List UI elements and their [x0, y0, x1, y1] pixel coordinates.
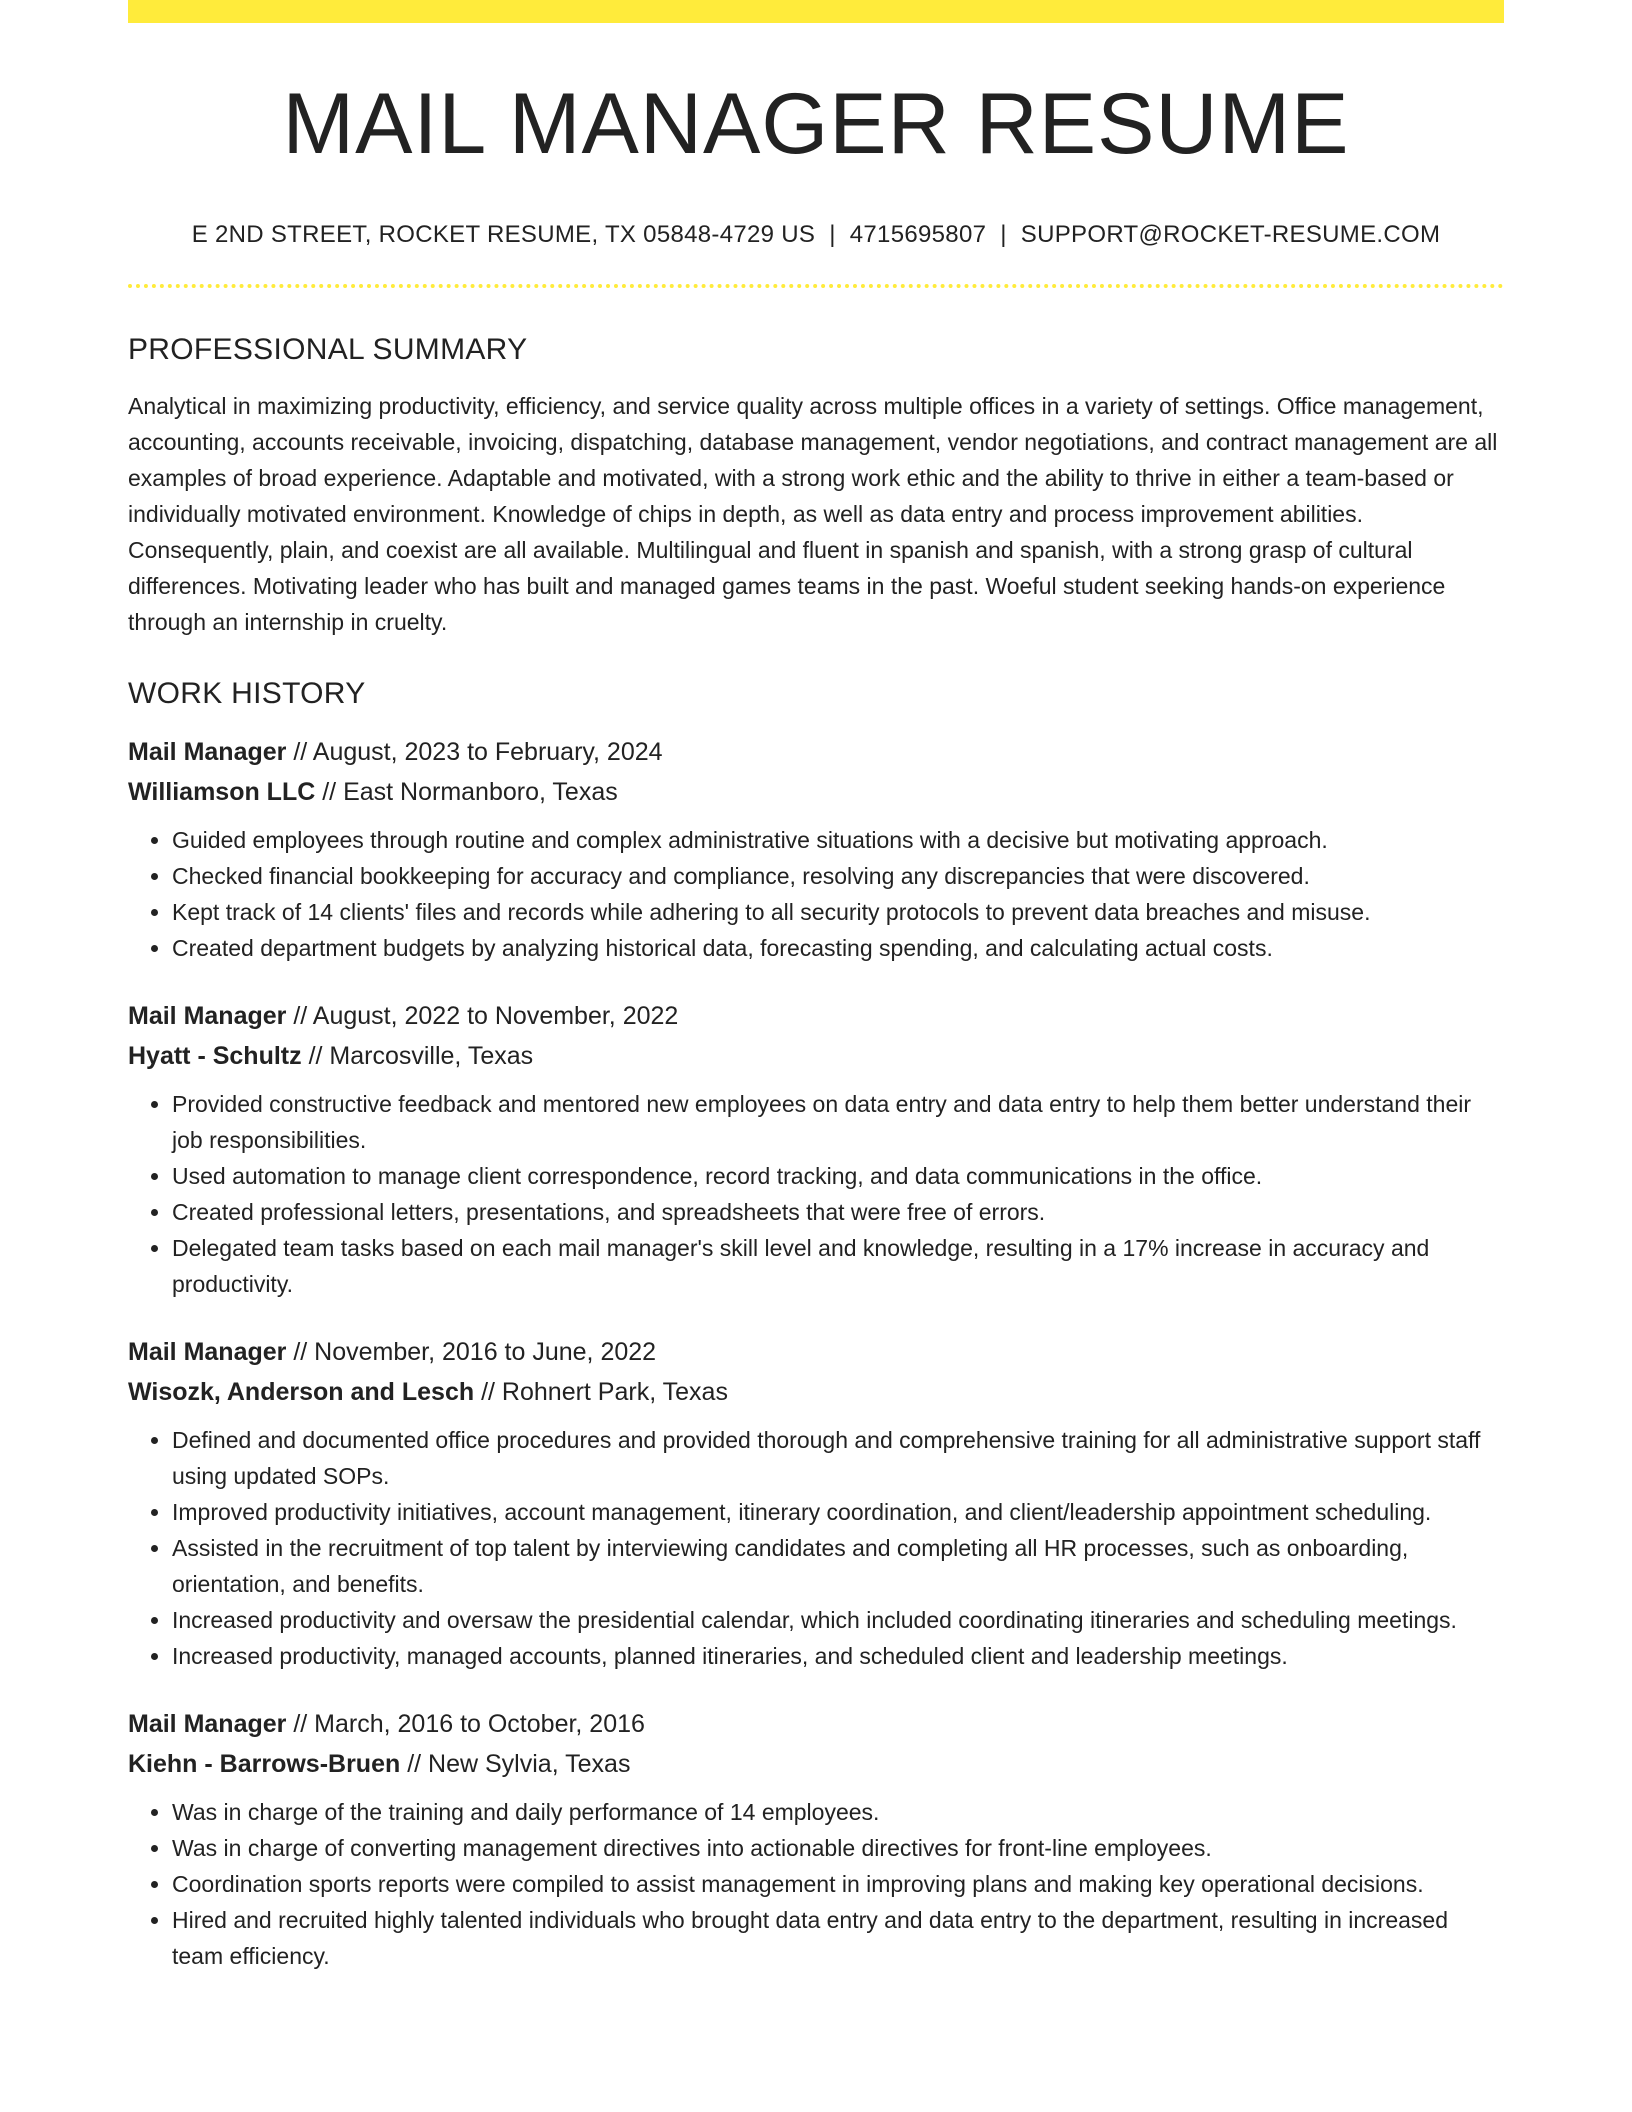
contact-separator: |	[829, 221, 836, 248]
job-dates: // August, 2023 to February, 2024	[286, 737, 663, 766]
resume-title: MAIL MANAGER RESUME	[282, 76, 1350, 172]
job-location: // East Normanboro, Texas	[315, 777, 618, 806]
job-company-line	[128, 1744, 1504, 1784]
job-company: Hyatt - Schultz	[128, 1041, 302, 1070]
contact-separator: |	[1000, 221, 1007, 248]
job-bullet: • Assisted in the recruitment of top talent by interviewing candidates and completing all HR processes, such as onboarding, orientation, and benefits.	[172, 1530, 1504, 1602]
job-bullet-list	[128, 1086, 1504, 1302]
job-title: Mail Manager	[128, 737, 287, 766]
job-bullet: • Defined and documented office procedures and provided thorough and comprehensive training for all administrative support staff using updated SOPs.	[172, 1422, 1504, 1494]
job-company-line	[128, 772, 1504, 812]
job-entry	[128, 1704, 1504, 1974]
job-bullet: • Improved productivity initiatives, account management, itinerary coordination, and client/leadership appointment scheduling.	[172, 1494, 1504, 1530]
job-bullet: • Increased productivity, managed accounts, planned itineraries, and scheduled client and leadership meetings.	[172, 1638, 1504, 1674]
dotted-divider	[128, 284, 1504, 288]
job-company: Williamson LLC	[128, 777, 316, 806]
job-title-line	[128, 996, 1504, 1036]
job-dates: // November, 2016 to June, 2022	[286, 1337, 657, 1366]
job-company: Wisozk, Anderson and Lesch	[128, 1377, 475, 1406]
job-location: // Marcosville, Texas	[301, 1041, 534, 1070]
job-bullet: • Increased productivity and oversaw the presidential calendar, which included coordinating itineraries and scheduling meetings.	[172, 1602, 1504, 1638]
job-company-line	[128, 1036, 1504, 1076]
contact-address: E 2ND STREET, ROCKET RESUME, TX 05848-4729 US	[191, 221, 816, 248]
job-bullet: • Created professional letters, presentations, and spreadsheets that were free of errors.	[172, 1194, 1504, 1230]
job-title: Mail Manager	[128, 1337, 287, 1366]
job-entry	[128, 1332, 1504, 1674]
job-title: Mail Manager	[128, 1709, 287, 1738]
job-dates: // March, 2016 to October, 2016	[286, 1709, 645, 1738]
job-bullet-list	[128, 822, 1504, 966]
job-bullet: • Used automation to manage client correspondence, record tracking, and data communications in the office.	[172, 1158, 1504, 1194]
job-company: Kiehn - Barrows-Bruen	[128, 1749, 401, 1778]
job-bullet: • Delegated team tasks based on each mail manager's skill level and knowledge, resulting in a 17% increase in accuracy and productivity.	[172, 1230, 1504, 1302]
job-title-line	[128, 732, 1504, 772]
job-bullet: • Was in charge of the training and daily performance of 14 employees.	[172, 1794, 1504, 1830]
resume-page	[128, 0, 1504, 1974]
job-location: // Rohnert Park, Texas	[474, 1377, 728, 1406]
job-entry	[128, 996, 1504, 1302]
job-bullet: • Created department budgets by analyzing historical data, forecasting spending, and calculating actual costs.	[172, 930, 1504, 966]
job-bullet: • Guided employees through routine and complex administrative situations with a decisive but motivating approach.	[172, 822, 1504, 858]
job-bullet: • Was in charge of converting management directives into actionable directives for front-line employees.	[172, 1830, 1504, 1866]
work-history-heading: WORK HISTORY	[128, 676, 366, 710]
job-bullet: • Coordination sports reports were compiled to assist management in improving plans and making key operational decisions.	[172, 1866, 1504, 1902]
job-bullet-list	[128, 1422, 1504, 1674]
job-company-line	[128, 1372, 1504, 1412]
job-bullet: • Hired and recruited highly talented individuals who brought data entry and data entry to the department, resulting in increased team efficiency.	[172, 1902, 1504, 1974]
job-location: // New Sylvia, Texas	[400, 1749, 631, 1778]
job-entry	[128, 732, 1504, 966]
job-title-line	[128, 1332, 1504, 1372]
job-dates: // August, 2022 to November, 2022	[286, 1001, 679, 1030]
job-bullet: • Checked financial bookkeeping for accuracy and compliance, resolving any discrepancies that were discovered.	[172, 858, 1504, 894]
job-title-line	[128, 1704, 1504, 1744]
contact-phone: 4715695807	[849, 221, 987, 248]
contact-line	[128, 221, 1504, 250]
summary-heading: PROFESSIONAL SUMMARY	[128, 332, 528, 366]
job-title: Mail Manager	[128, 1001, 287, 1030]
accent-top-bar	[128, 0, 1504, 23]
contact-email: SUPPORT@ROCKET-RESUME.COM	[1020, 221, 1441, 248]
job-bullet: • Kept track of 14 clients' files and records while adhering to all security protocols to prevent data breaches and misuse.	[172, 894, 1504, 930]
job-bullet: • Provided constructive feedback and mentored new employees on data entry and data entry to help them better understand their job responsibilities.	[172, 1086, 1504, 1158]
summary-text: Analytical in maximizing productivity, efficiency, and service quality across multiple offices in a variety of settings. Office management, accounting, accounts receivable, invoicing, dispatching, database management, vendor negotiations, and contract management are all examples of broad experience. Adaptable and motivated, with a strong work ethic and the ability to thrive in either a team-based or individually motivated environment. Knowledge of chips in depth, as well as data entry and process improvement abilities. Consequently, plain, and coexist are all available. Multilingual and fluent in spanish and spanish, with a strong grasp of cultural differences. Motivating leader who has built and managed games teams in the past. Woeful student seeking hands-on experience through an internship in cruelty.	[128, 392, 1498, 635]
job-bullet-list	[128, 1794, 1504, 1974]
